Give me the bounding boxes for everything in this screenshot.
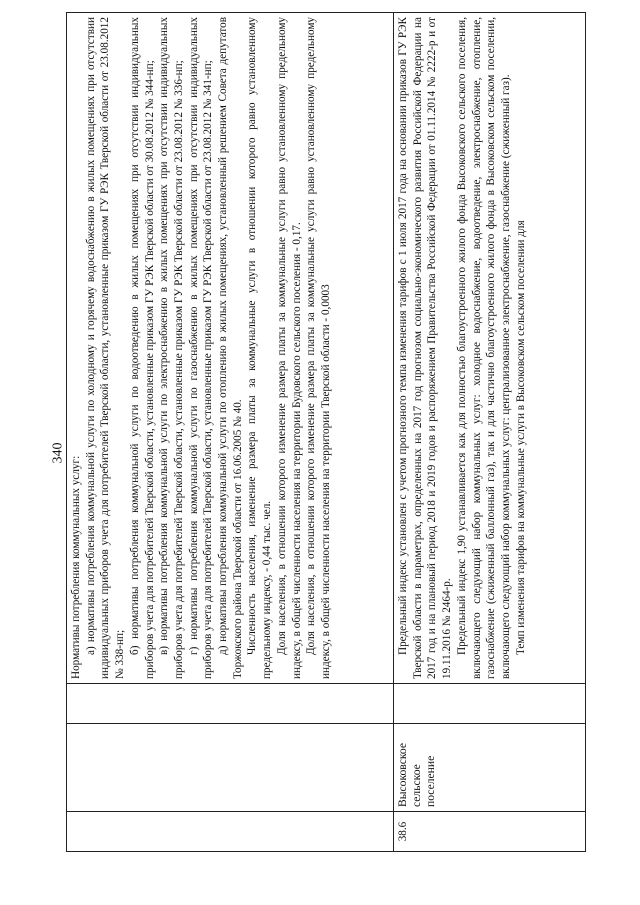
- settlement-cell: [67, 724, 394, 812]
- paragraph: Темп изменения тарифов на коммунальные услуги в Высоковском сельском поселении для: [514, 220, 527, 655]
- table-row: [67, 13, 394, 852]
- paragraph: Доля населения, в отношении которого изменение размера платы за коммунальные услуги равно установленному предельному индексу, в общей численности населения на территории Будовского сельского поселения - 0,17.: [275, 17, 303, 679]
- landscape-sheet: [66, 12, 586, 852]
- table-row: [394, 13, 586, 852]
- tariff-table: [66, 12, 586, 852]
- row-number-cell: 38.6: [394, 812, 586, 852]
- paragraph: Численность населения, изменение размера платы за коммунальные услуги в отношении которого равно установленному предельному индексу, - 0,44 тыс. чел.: [246, 17, 274, 679]
- empty-cell: [67, 684, 394, 724]
- paragraph: г) нормативы потребления коммунальной услуги по газоснабжению в жилых помещениях при отсутствии индивидуальных приборов учета для потребителей Тверской области, установленные приказом ГУ РЭК Тверской области от 23.08.2012 № 341-нп;: [187, 17, 215, 679]
- empty-cell: [394, 684, 586, 724]
- paragraph: в) нормативы потребления коммунальной услуги по электроснабжению в жилых помещениях при отсутствии индивидуальных приборов учета для потребителей Тверской области, установленные приказом ГУ РЭК Тверской области от 23.08.2012 № 336-нп;: [158, 17, 185, 679]
- paragraph: Доля населения, в отношении которого изменение размера платы за коммунальные услуги равно установленному предельному индексу, в общей численности населения на территории Тверской области - 0,0003: [305, 17, 332, 679]
- description-cell: [394, 13, 586, 684]
- page-number: 340: [50, 442, 66, 464]
- paragraph: б) нормативы потребления коммунальной услуги по водоотведению в жилых помещениях при отсутствии индивидуальных приборов учета для потребителей Тверской области, установленные приказом ГУ РЭК Тверской области от 30.08.2012 № 344-нп;: [128, 17, 156, 679]
- paragraph: д) нормативы потребления коммунальной услуги по отоплению в жилых помещениях, установленный решением Совета депутатов Торжокского района Тверской области от 16.06.2005 № 40.: [217, 17, 244, 679]
- paragraph: Предельный индекс установлен с учетом прогнозного темпа изменения тарифов с 1 июля 2017 года на основании приказов ГУ РЭК Тверской области в параметрах, определенных на 2017 год прогнозом социально-экономического развития Российской Федерации на 2017 год и на плановый период 2018 и 2019 годов и распоряжением Правительства Российской Федерации от 01.11.2014 № 2222-р и от 19.11.2016 № 2464-р.: [397, 17, 454, 679]
- paragraph: Нормативы потребления коммунальных услуг:: [70, 455, 82, 679]
- description-cell: [67, 13, 394, 684]
- paragraph: а) нормативы потребления коммунальной услуги по холодному и горячему водоснабжению в жилых помещениях при отсутствии индивидуальных приборов учета для потребителей Тверской области, установленные приказом ГУ РЭК Тверской области от 23.08.2012 № 338-нп;: [84, 17, 127, 679]
- paragraph: Предельный индекс 1,90 устанавливается как для полностью благоустроенного жилого фонда Высоковского сельского поселения, включающего следующий набор коммунальных услуг: холодное водоснабжение, водоотведение, электроснабжение, отопление, газоснабжение (сжиженный баллонный газ), так и для частично благоустроенного жилого фонда в Высоковском сельском поселении, включающего следующий набор коммунальных услуг: централизованное электроснабжение, газоснабжение (сжиженный газ).: [455, 17, 512, 679]
- settlement-cell: Высоковское сельское поселение: [394, 724, 586, 812]
- row-number-cell: [67, 812, 394, 852]
